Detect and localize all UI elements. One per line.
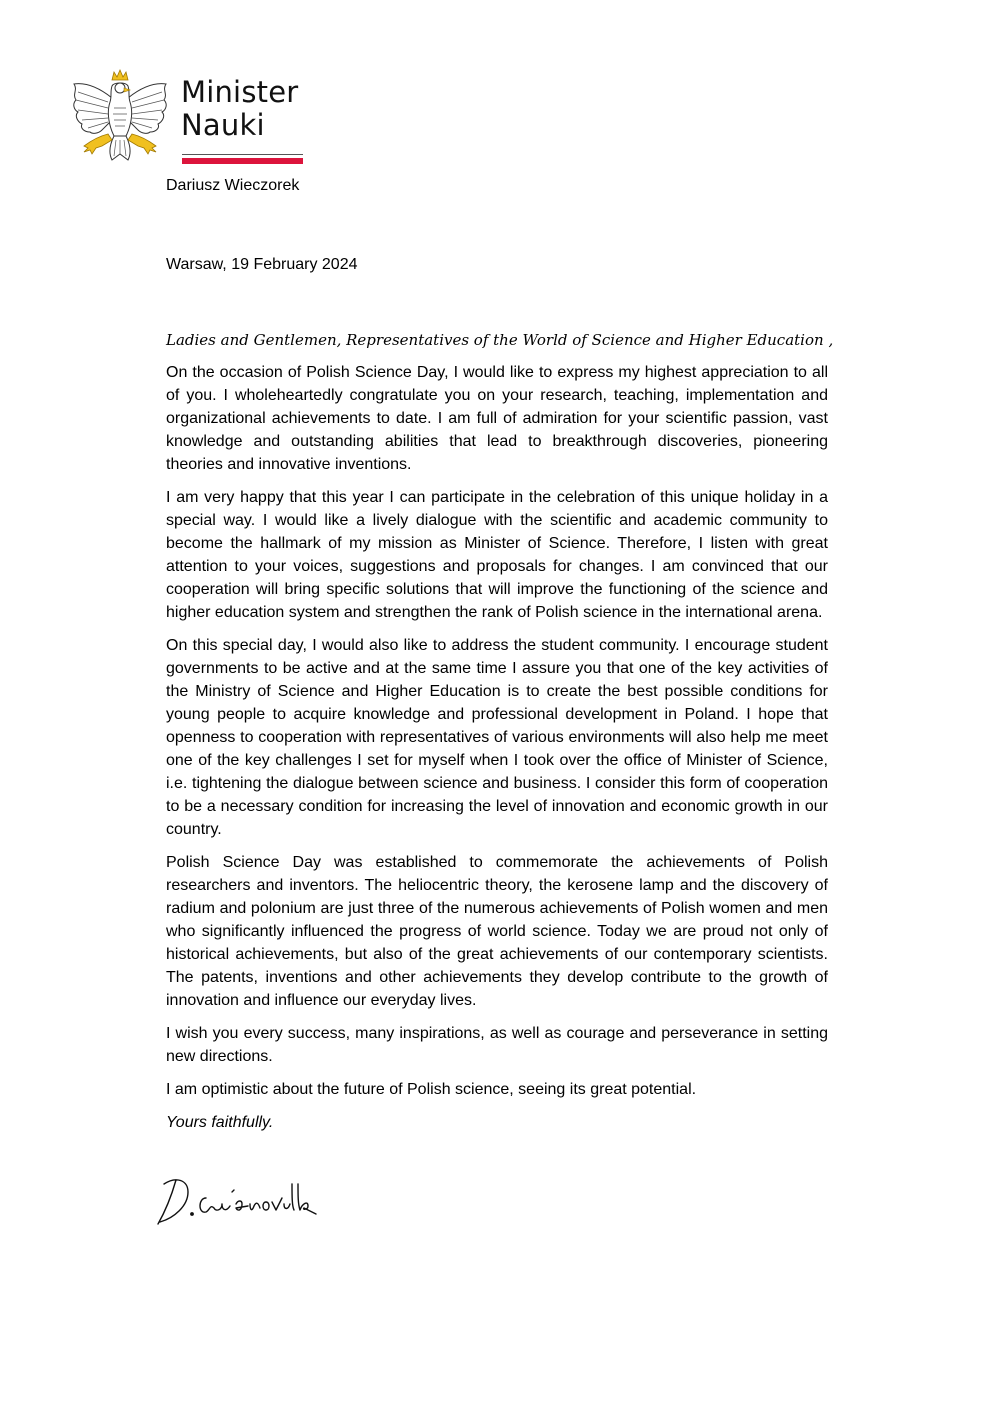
author-name: Dariusz Wieczorek xyxy=(166,177,300,194)
paragraph-6: I am optimistic about the future of Polish science, seeing its great potential. xyxy=(166,1081,697,1098)
ministry-title-line1: Minister xyxy=(181,75,299,109)
paragraph-4: Polish Science Day was established to commemorate the achievements of Polish researchers and inventors. The heliocentric theory, the kerosene lamp and the discovery of radium and polonium are just three of the numerous achievements of Polish women and men who significantly influenced the progress of world science. Today we are proud not only of historical achievements, but also of the great achievements of our contemporary scientists. The patents, inventions and other achievements they develop contribute to the growth of innovation and influence our everyday lives. xyxy=(166,854,828,1009)
paragraph-5: I wish you every success, many inspirations, as well as courage and perseverance in setting new directions. xyxy=(166,1025,828,1065)
letter-greeting: Ladies and Gentlemen, Representatives of the World of Science and Higher Education , xyxy=(166,331,834,349)
paragraph-1: On the occasion of Polish Science Day, I would like to express my highest appreciation to all of you. I wholeheartedly congratulate you on your research, teaching, implementation and organizational achievements to date. I am full of admiration for your scientific passion, vast knowledge and outstanding abilities that lead to breakthrough discoveries, pioneering theories and innovative inventions. xyxy=(166,364,828,473)
letter-body xyxy=(166,361,828,1144)
paragraph-2: I am very happy that this year I can participate in the celebration of this unique holiday in a special way. I would like a lively dialogue with the scientific and academic community to become the hallmark of my mission as Minister of Science. Therefore, I listen with great attention to your voices, suggestions and proposals for changes. I am convinced that our cooperation will bring specific solutions that will improve the functioning of the science and higher education system and strengthen the rank of Polish science in the international arena. xyxy=(166,489,828,621)
polish-white-eagle-icon xyxy=(68,68,172,166)
letter-date: Warsaw, 19 February 2024 xyxy=(166,256,358,273)
header-divider-red xyxy=(182,158,303,164)
paragraph-3: On this special day, I would also like to address the student community. I encourage student governments to be active and at the same time I assure you that one of the key activities of the Ministry of Science and Higher Education is to create the best possible conditions for young people to acquire knowledge and professional development in Poland. I hope that openness to cooperation with representatives of various environments will also help me meet one of the key challenges I set for myself when I took over the office of Minister of Science, i.e. tightening the dialogue between science and business. I consider this form of cooperation to be a necessary condition for increasing the level of innovation and economic growth in our country. xyxy=(166,637,828,838)
ministry-title-line2: Nauki xyxy=(181,108,265,142)
header-divider-gray xyxy=(182,154,303,155)
closing-line: Yours faithfully. xyxy=(166,1114,274,1131)
handwritten-signature-icon xyxy=(152,1170,328,1234)
